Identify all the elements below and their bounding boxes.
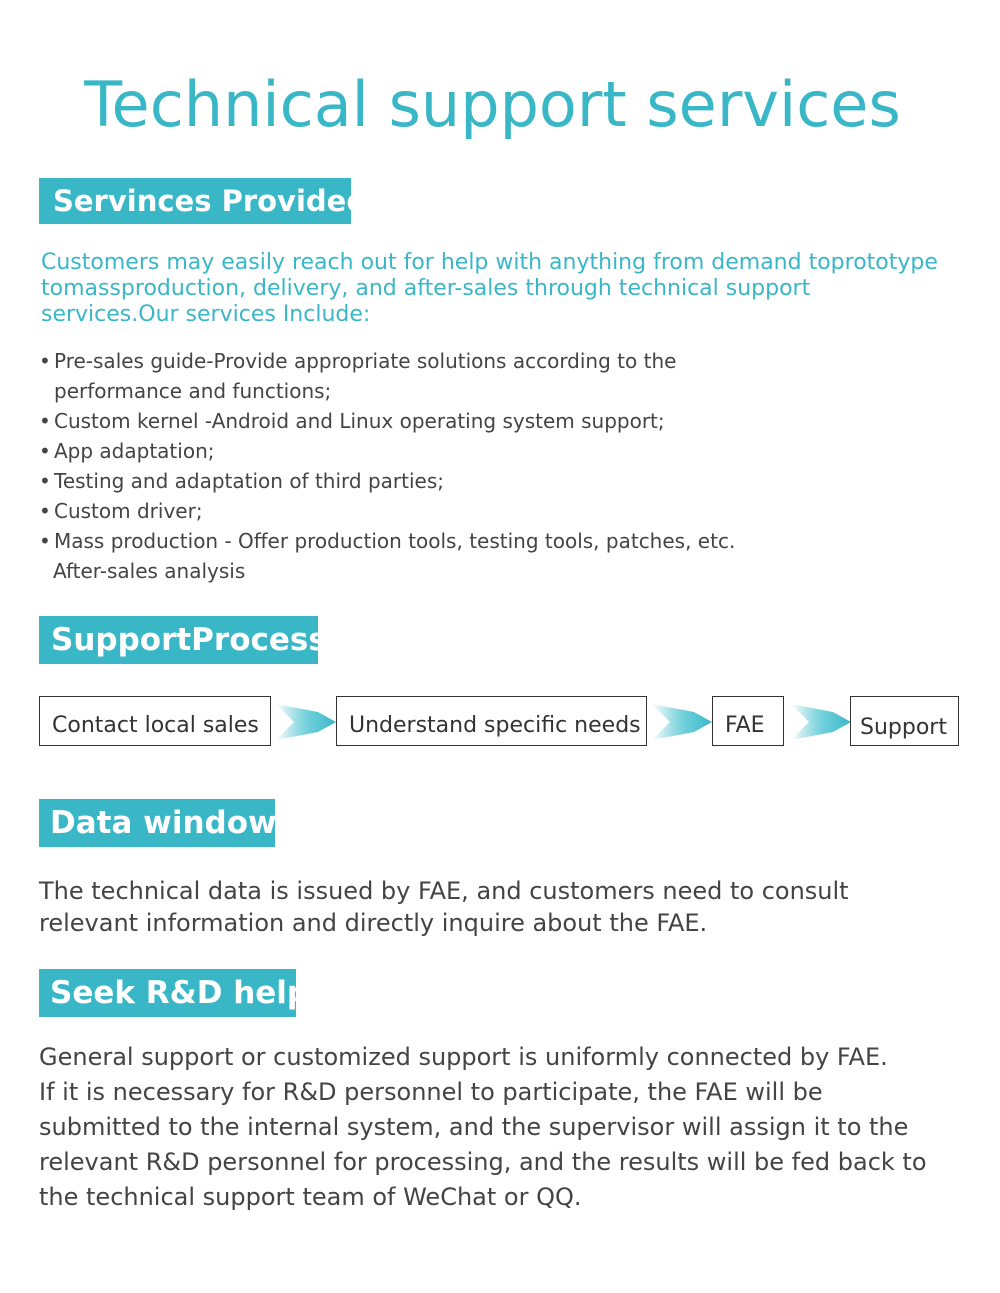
list-item: • App adaptation; — [39, 436, 839, 466]
rd-help-heading: Seek R&D help — [39, 969, 296, 1017]
bullet-icon: • — [39, 349, 51, 373]
list-item: • Mass production - Offer production tools, testing tools, patches, etc. — [39, 526, 839, 556]
data-window-heading: Data window — [39, 799, 275, 847]
support-process-heading: SupportProcess — [39, 616, 318, 664]
rd-help-line: General support or customized support is uniformly connected by FAE. — [39, 1043, 888, 1071]
data-window-text: The technical data is issued by FAE, and customers need to consult relevant information and directly inquire about the FAE. — [39, 877, 849, 937]
services-intro: Customers may easily reach out for help with anything from demand toprototype tomassproduction, delivery, and after-sales through technical support services.Our services Include: — [41, 250, 938, 327]
services-heading: Servinces Provided — [39, 178, 351, 224]
right-arrow-icon — [274, 700, 336, 744]
process-step-contact-sales: Contact local sales — [39, 696, 271, 746]
process-step-understand-needs: Understand specific needs — [336, 696, 647, 746]
bullet-icon: • — [39, 409, 51, 433]
services-list — [39, 346, 839, 586]
right-arrow-icon — [789, 700, 851, 744]
bullet-icon: • — [39, 439, 51, 463]
process-step-support: Support — [850, 696, 959, 746]
list-item-continuation: After-sales analysis — [53, 559, 246, 583]
support-process-flow — [0, 696, 1000, 748]
list-item: • Custom driver; — [39, 496, 839, 526]
rd-help-text — [39, 1040, 939, 1215]
bullet-icon: • — [39, 469, 51, 493]
list-item: • Testing and adaptation of third parties; — [39, 466, 839, 496]
list-item: • Pre-sales guide-Provide appropriate solutions according to the performance and functions; — [39, 346, 839, 406]
page-title: Technical support services — [84, 68, 901, 141]
process-step-fae: FAE — [712, 696, 784, 746]
bullet-icon: • — [39, 499, 51, 523]
list-item: • Custom kernel -Android and Linux operating system support; — [39, 406, 839, 436]
bullet-icon: • — [39, 529, 51, 553]
right-arrow-icon — [650, 700, 712, 744]
rd-help-line: If it is necessary for R&D personnel to participate, the FAE will be submitted to the internal system, and the supervisor will assign it to the relevant R&D personnel for processing, and the results will be fed back to the technical support team of WeChat or QQ. — [39, 1078, 927, 1211]
